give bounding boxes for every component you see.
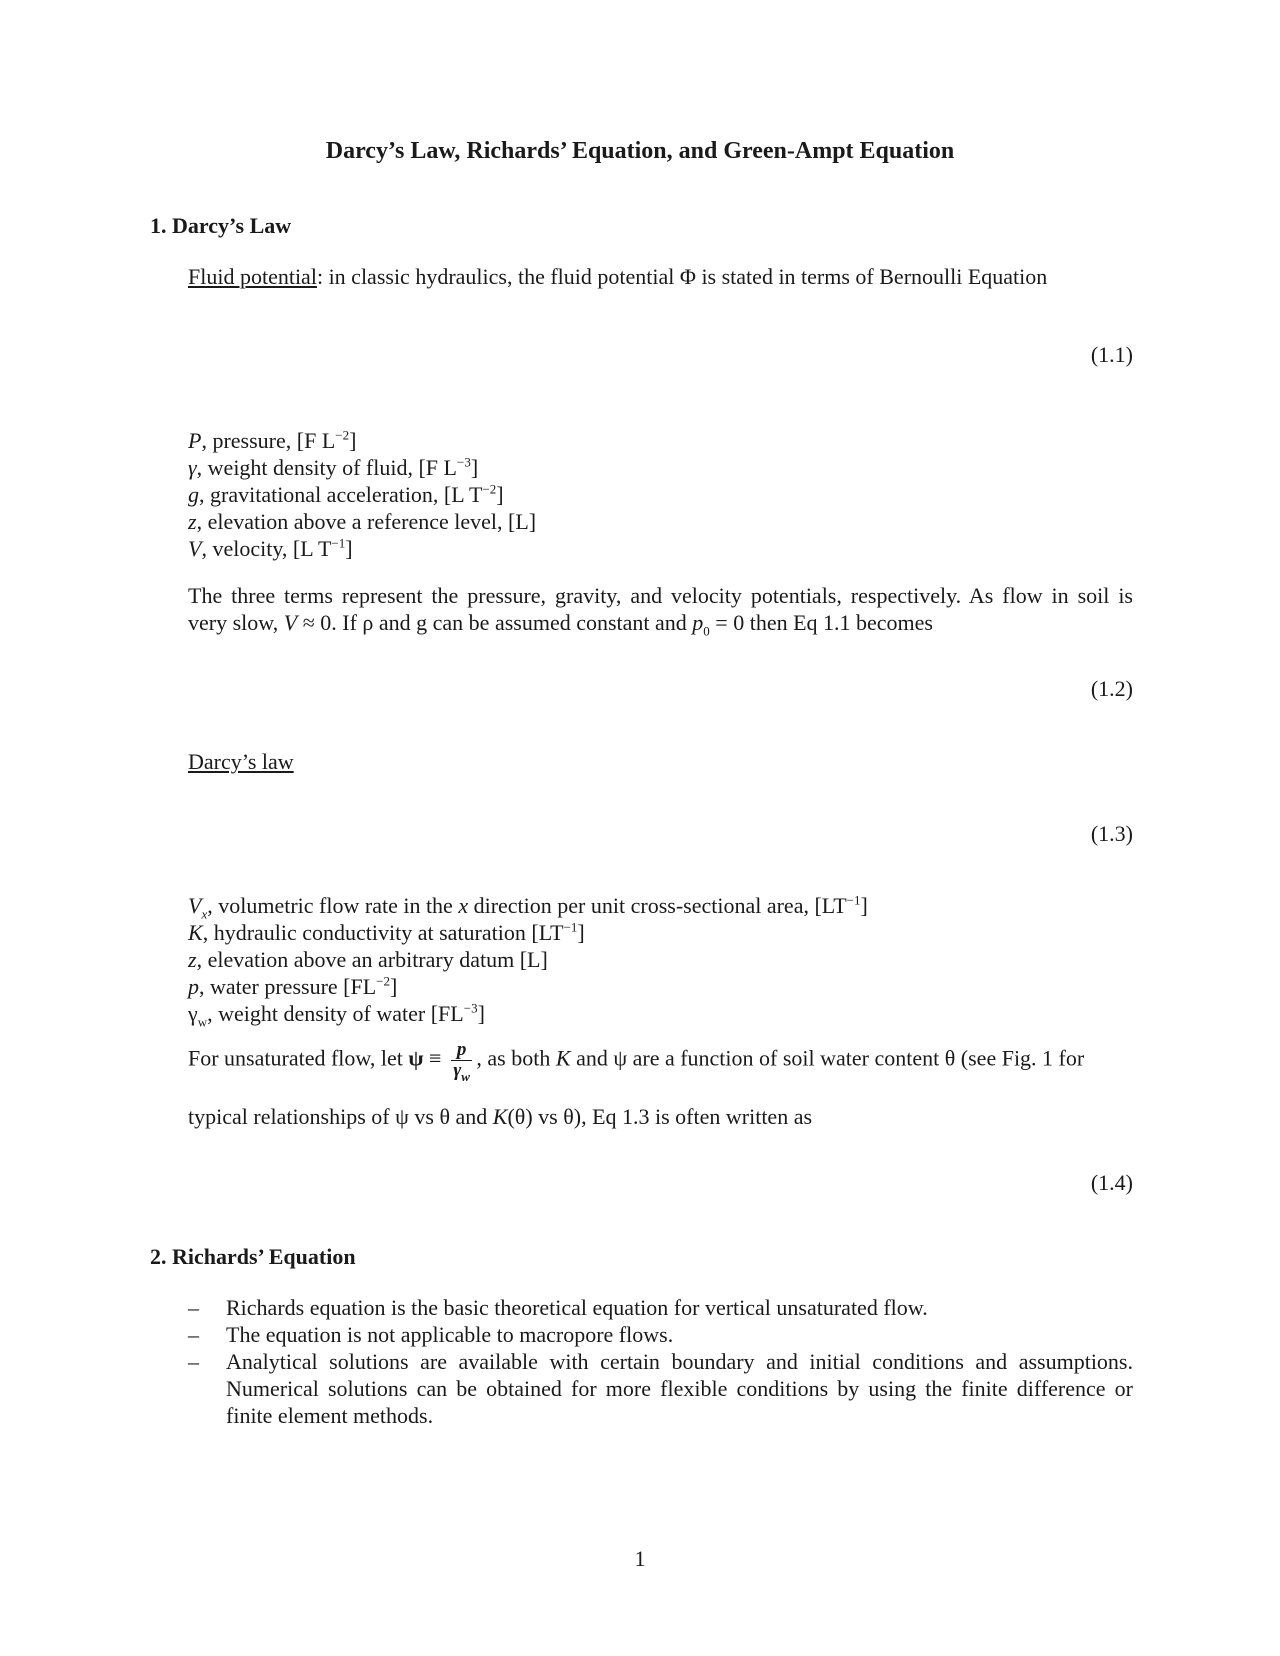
list-item: – The equation is not applicable to macropore flows.: [188, 1322, 674, 1347]
document-title: Darcy’s Law, Richards’ Equation, and Green-Ampt Equation: [325, 138, 955, 164]
section-heading-richards-equation: 2. Richards’ Equation: [150, 1244, 356, 1269]
list-item: – Analytical solutions are available with certain boundary and initial conditions and assumptions. Numerical solutions can be obtained for more flexible conditions by using the finite difference or finite element methods.: [188, 1349, 1133, 1428]
unsaturated-flow-line-2: typical relationships of ψ vs θ and K(θ) vs θ), Eq 1.3 is often written as: [188, 1104, 813, 1129]
fluid-potential-line: [188, 263, 1133, 290]
darcys-law-subheading: Darcy’s law: [188, 749, 294, 774]
variable-def: g, gravitational acceleration, [L $T^{-2}$]: [188, 481, 504, 507]
fluid-potential-text: : in classic hydraulics, the fluid potential Φ is stated in terms of Bernoulli Equation: [316, 264, 1048, 289]
variable-list-1: [188, 427, 1133, 562]
variable-def: p, water pressure $[FL^{-2}]$: [188, 973, 398, 999]
equation-number-1-1: (1.1): [1090, 342, 1133, 367]
variable-def: P, pressure, [F $L^{-2}$]: [188, 427, 357, 453]
variable-def: $V_x$, volumetric flow rate in the x direction per unit cross-sectional area, $[LT^{-1}]$: [188, 892, 868, 922]
potentials-paragraph: The three terms represent the pressure, gravity, and velocity potentials, respectively. As flow in soil is very slow, V ≈ 0. If ρ and g can be assumed constant and $p_0 = 0$ then Eq 1.1 becomes: [188, 583, 1133, 639]
list-item: – Richards equation is the basic theoretical equation for vertical unsaturated flow.: [188, 1295, 928, 1320]
variable-def: z, elevation above an arbitrary datum [L]: [188, 947, 548, 972]
variable-def: γ, weight density of fluid, [F $L^{-3}$]: [188, 454, 479, 480]
variable-list-2: [188, 892, 1133, 1030]
fluid-potential-label: Fluid potential: [188, 264, 317, 289]
equation-number-1-2: (1.2): [1090, 676, 1133, 701]
section-heading-darcys-law: 1. Darcy’s Law: [150, 213, 292, 238]
pressure-head-fraction: $\frac{p}{\gamma_w}$: [451, 1040, 473, 1081]
richards-bullet-list: [150, 1294, 1133, 1429]
variable-def: z, elevation above a reference level, [L]: [188, 509, 537, 534]
variable-def: V, velocity, [L $T^{-1}$]: [188, 535, 353, 561]
unsaturated-flow-line-1: For unsaturated flow, let ψ ≡ $\frac{p}{\gamma_w}$ , as both K and ψ are a function of soil water content θ (see Fig. 1 for: [188, 1039, 1085, 1084]
equation-number-1-3: (1.3): [1090, 821, 1133, 846]
variable-def: K, hydraulic conductivity at saturation $[LT^{-1}]$: [188, 919, 585, 945]
page-number: 1: [634, 1546, 646, 1571]
equation-number-1-4: (1.4): [1090, 1170, 1133, 1195]
variable-def: $\gamma_w$, weight density of water $[FL^{-3}]$: [188, 1000, 485, 1030]
